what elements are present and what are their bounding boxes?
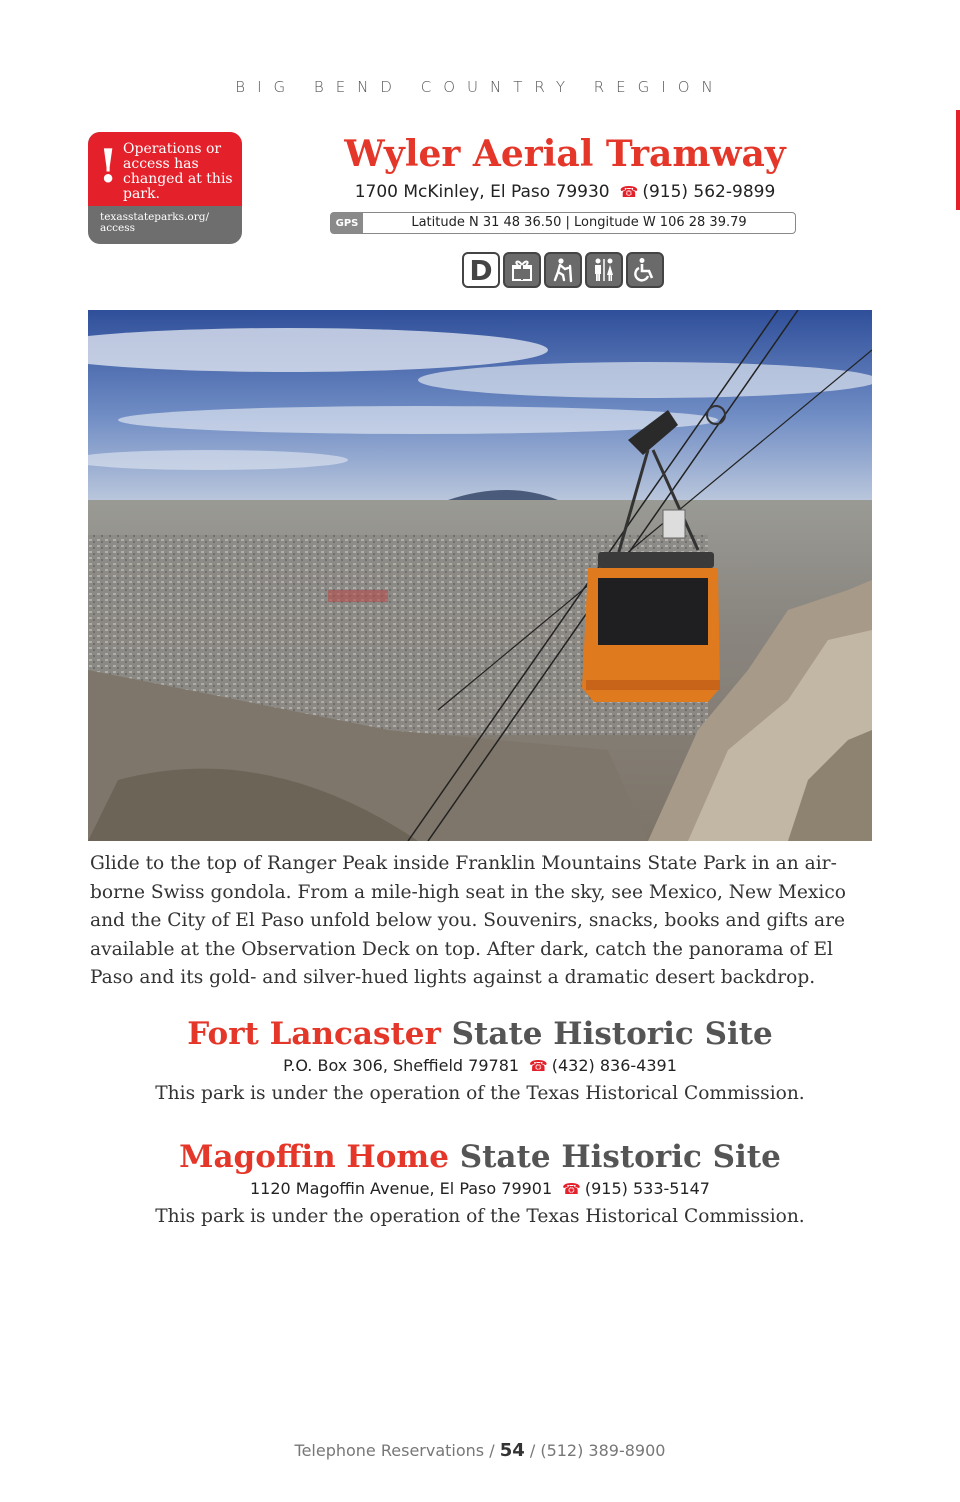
site-address: 1120 Magoffin Avenue, El Paso 79901 <box>250 1179 553 1198</box>
park-address: 1700 McKinley, El Paso 79930 <box>354 182 610 202</box>
site-phone: (915) 533-5147 <box>584 1179 710 1198</box>
gps-label: GPS <box>331 213 363 233</box>
site-name: Fort Lancaster <box>187 1016 441 1052</box>
site-type: State Historic Site <box>451 1016 773 1052</box>
site-name: Magoffin Home <box>179 1139 449 1175</box>
tramway-photo <box>88 310 872 841</box>
dump-station-icon: D <box>462 252 500 288</box>
site-phone: (432) 836-4391 <box>551 1056 677 1075</box>
notice-text: Operations or access has changed at this park. <box>123 141 233 202</box>
section-edge-tab <box>956 110 960 210</box>
region-header: BIG BEND COUNTRY REGION <box>235 78 725 96</box>
site-note: This park is under the operation of the Texas Historical Commission. <box>155 1083 805 1104</box>
site-magoffin-home <box>0 1137 960 1227</box>
park-phone: (915) 562-9899 <box>642 182 776 202</box>
gps-coordinates: Latitude N 31 48 36.50 | Longitude W 106 28 39.79 <box>411 215 747 230</box>
page-footer <box>0 1440 960 1461</box>
hiking-icon <box>544 252 582 288</box>
access-notice <box>88 132 242 244</box>
notice-url: texasstateparks.org/ access <box>100 211 209 234</box>
site-title <box>0 1014 960 1054</box>
phone-icon: ☎ <box>529 1057 548 1075</box>
phone-icon: ☎ <box>619 183 639 201</box>
page-number: 54 <box>499 1440 525 1461</box>
site-title <box>0 1137 960 1177</box>
park-address-line <box>330 182 800 202</box>
site-note: This park is under the operation of the Texas Historical Commission. <box>155 1206 805 1227</box>
restrooms-icon <box>585 252 623 288</box>
park-title: Wyler Aerial Tramway <box>344 133 786 175</box>
footer-phone: / (512) 389-8900 <box>529 1441 666 1460</box>
footer-label: Telephone Reservations / <box>294 1441 495 1460</box>
gps-box <box>330 212 796 234</box>
exclamation-icon: ! <box>98 139 119 193</box>
site-address: P.O. Box 306, Sheffield 79781 <box>283 1056 520 1075</box>
site-address-line <box>0 1056 960 1075</box>
gift-shop-icon <box>503 252 541 288</box>
park-description: Glide to the top of Ranger Peak inside Franklin Mountains State Park in an air-borne Swiss gondola. From a mile-high seat in the sky, see Mexico, New Mexico and the City of El Paso unfold below you. Souvenirs, snacks, books and gifts are available at the Observation Deck on top. After dark, catch the panorama of El Paso and its gold- and silver-hued lights against a dramatic desert backdrop. <box>90 853 846 989</box>
site-fort-lancaster <box>0 1014 960 1104</box>
amenity-icons <box>462 252 664 288</box>
site-type: State Historic Site <box>459 1139 781 1175</box>
wheelchair-accessible-icon <box>626 252 664 288</box>
site-address-line <box>0 1179 960 1198</box>
phone-icon: ☎ <box>562 1180 581 1198</box>
